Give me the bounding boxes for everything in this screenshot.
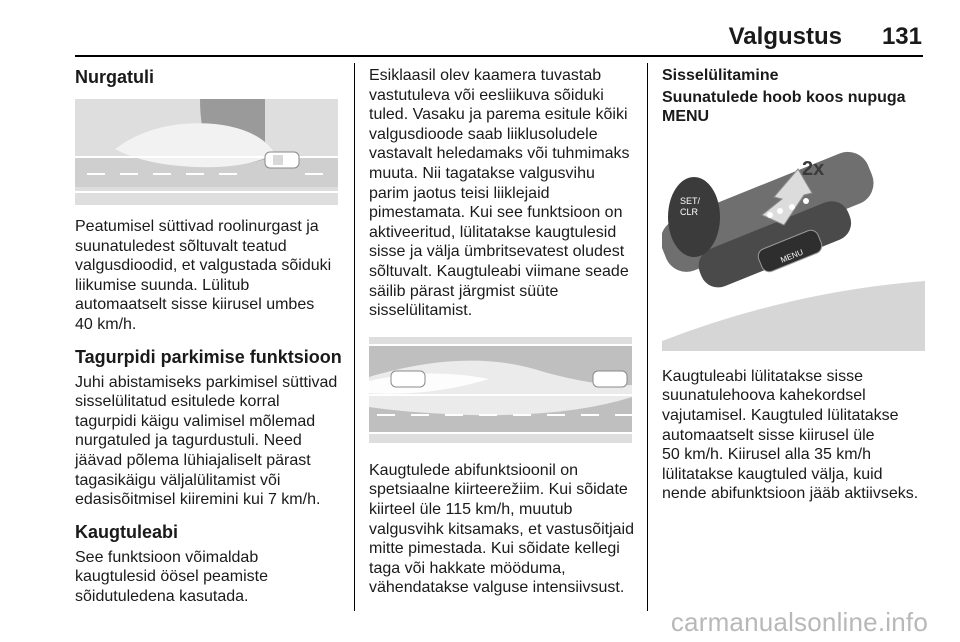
paragraph-abifunktsioon: Kaugtulede abifunktsioonil on spetsiaalne kiirteerežiim. Kui sõidate kiirteel üle 115 km/h, muutub valgusvihk kitsamaks, et vastusõitjaid mitte pimestada. Kui sõidate kellegi taga või hakkate mööduma, vähendatakse valguse intensiivsust. <box>369 461 634 597</box>
column-divider-1 <box>354 63 355 611</box>
cornering-light-illustration <box>75 99 338 205</box>
column-3 <box>662 62 930 504</box>
heading-nurgatuli: Nurgatuli <box>75 67 154 87</box>
paragraph-camera: Esiklaasil olev kaamera tuvastab vastutuleva või eesliikuva sõiduki tuled. Vasaku ja parema esitule kõiki valgusdioode saab liiklusoludele vastavalt heledamaks või tuhmimaks muuta. Nii tagatakse valgusvihu parim jaotus teisi liiklejaid pimestamata. Kui see funktsioon on aktiveeritud, lülitatakse kaugtulesid sisse ja välja ümbritsevatest oludest sõltuvalt. Kaugtuleabi viimane seade säilib pärast järgmist süüte sisselülitamist. <box>369 67 630 320</box>
high-beam-assist-illustration <box>369 337 632 443</box>
watermark: carmanualsonline.info <box>670 607 928 637</box>
heading-kaugtuleabi: Kaugtuleabi <box>75 521 179 542</box>
heading-sisselulitamine: Sisselülitamine <box>662 67 779 84</box>
turn-signal-lever-illustration <box>662 141 925 351</box>
heading-tagurpidi: Tagurpidi parkimise funktsioon <box>75 346 342 367</box>
page-header-title: Valgustus <box>728 23 842 50</box>
clr-label: CLR <box>680 206 699 217</box>
paragraph-kaugtuleabi: See funktsioon võimaldab kaugtulesid öösel peamiste sõidutuledena kasutada. <box>75 548 269 605</box>
press-count-label: 2x <box>802 157 825 180</box>
paragraph-tagurpidi: Juhi abistamiseks parkimisel süttivad sisselülitatud esitulede korral tagurpidi käigu valimisel mõlemad nurgatuled ja tagurdustuli. Need jäävad põlema lühiajaliselt pärast tagasikäigu väljalülitamist või edasisõitmisel kiiremini kui 7 km/h. <box>75 373 338 509</box>
paragraph-nurgatuli: Peatumisel süttivad roolinurgast ja suunatuledest sõltuvalt teatud valgusdioodid, et valgustada sõiduki liikumise suunda. Lülitub automaatselt sisse kiirusel umbes 40 km/h. <box>75 218 332 333</box>
paragraph-sisselulitamine: Kaugtuleabi lülitatakse sisse suunatulehoova kahekordsel vajutamisel. Kaugtuled lülitatakse automaatselt sisse kiirusel üle 50 km/h. Kiirusel alla 35 km/h lülitatakse kaugtuled välja, kuid nende abifunktsioon jääb aktiivseks. <box>662 367 919 503</box>
column-2 <box>369 62 641 598</box>
menu-label: MENU <box>779 247 805 265</box>
page-number: 131 <box>881 23 922 50</box>
header-rule <box>75 55 923 57</box>
column-1 <box>75 62 347 607</box>
column-divider-2 <box>647 63 648 611</box>
set-label: SET/ <box>680 195 701 206</box>
subheading-suunatulede-hoob: Suunatulede hoob koos nupuga MENU <box>662 88 906 126</box>
